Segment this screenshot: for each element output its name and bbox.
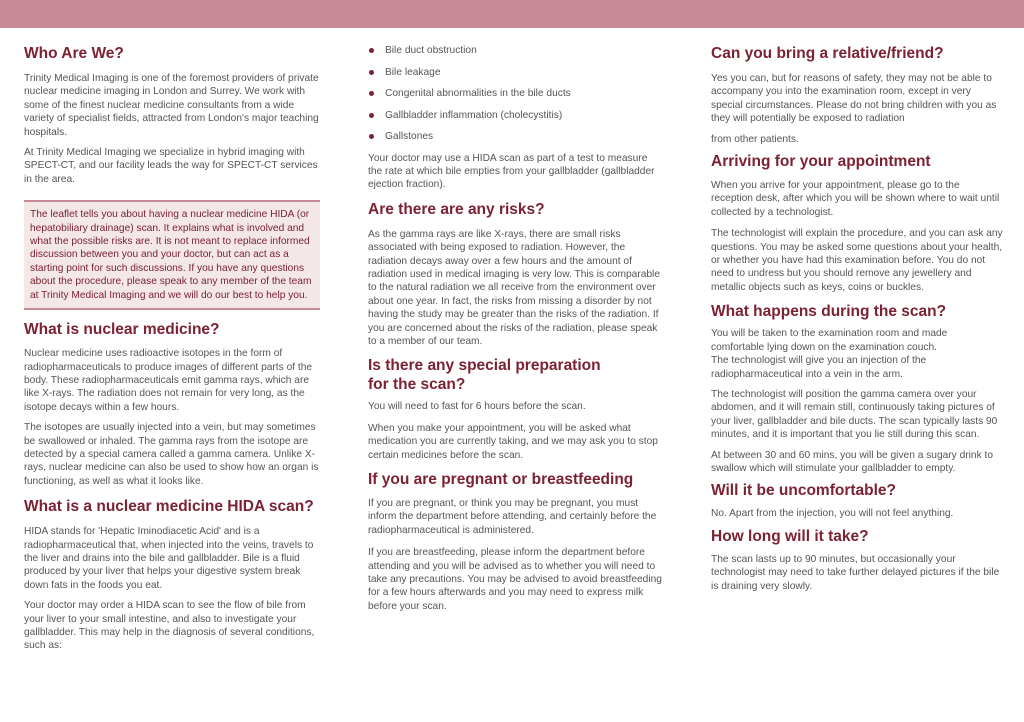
during-scan-paragraph-2: The technologist will position the gamma camera over your abdomen, and it will remain still, continuously taking pictures of your liver, gallbladder and bile ducts. The scan typically lasts 90 minutes, and it is important that you lie still during this scan. xyxy=(711,388,998,441)
bullet-icon xyxy=(369,113,374,118)
relative-paragraph-end: from other patients. xyxy=(711,133,799,145)
during-scan-paragraph-3: At between 30 and 60 mins, you will be given a sugary drink to swallow which will stimulate your gallbladder to empty. xyxy=(711,449,994,474)
conditions-list xyxy=(368,44,664,152)
arriving-heading: Arriving for your appointment xyxy=(711,153,931,171)
who-are-we-heading: Who Are We? xyxy=(24,45,124,62)
nuclear-medicine-paragraph-1: Nuclear medicine uses radioactive isotopes in the form of radiopharmaceuticals to produce images of different parts of the body. These radiopharmaceuticals emit gamma rays, which are like X-rays. The radiation does not remain for very long, as the isotope decays within a few hours. xyxy=(24,348,313,413)
bullet-icon xyxy=(369,91,374,96)
pregnant-paragraph-2: If you are breastfeeding, please inform the department before attending and you will be advised as to whether you will need to take any precautions. You may be advised to avoid breastfeeding for a few hours afterwards and you may need to express milk before your scan. xyxy=(368,547,662,612)
list-item: Gallstones xyxy=(368,130,664,152)
relative-paragraph: Yes you can, but for reasons of safety, they may not be able to accompany you into the examination room, except in very special circumstances. Please do not bring children with you as they will potentially be exposed to radiation xyxy=(711,73,997,125)
column-right xyxy=(711,44,1003,593)
list-item: Bile duct obstruction xyxy=(368,44,664,66)
during-scan-heading: What happens during the scan? xyxy=(711,303,947,321)
arriving-paragraph-1: When you arrive for your appointment, please go to the reception desk, after which you will be shown where to wait until collected by a technologist. xyxy=(711,180,1000,218)
risks-paragraph: As the gamma rays are like X-rays, there are small risks associated with being exposed to radiation. However, the radiation decays away over a few hours and the amount of radiation used in medical imaging is very low. This is comparable to the natural radiation we all receive from the environment over about one year. In fact, the risks from missing a disorder by not having the study may be greater than the risks of the radiation. If you are concerned about the risks of the radiation, please speak to a member of our team. xyxy=(368,228,660,347)
during-scan-paragraph-1a: You will be taken to the examination room and made comfortable lying down on the examination couch. xyxy=(711,328,948,353)
relative-heading: Can you bring a relative/friend? xyxy=(711,45,944,62)
hida-scan-heading: What is a nuclear medicine HIDA scan? xyxy=(24,498,314,516)
risks-heading: Are there are any risks? xyxy=(368,200,545,218)
column-left xyxy=(24,44,320,653)
leaflet-callout-text: The leaflet tells you about having a nuclear medicine HIDA (or hepatobiliary drainage) scan. It explains what is involved and what the possible risks are. It is not meant to replace informed discussion between you and your doctor, but can act as a starting point for such discussions. If you have any questions about the procedure, please speak to any member of the team at Trinity Medical Imaging and we will do our best to help you. xyxy=(30,209,312,301)
nuclear-medicine-heading: What is nuclear medicine? xyxy=(24,321,220,339)
bullet-icon xyxy=(369,48,374,53)
list-item: Bile leakage xyxy=(368,66,664,88)
how-long-heading: How long will it take? xyxy=(711,527,869,545)
uncomfortable-paragraph: No. Apart from the injection, you will not feel anything. xyxy=(711,508,954,520)
preparation-heading-line-1: Is there any special preparation xyxy=(368,357,601,375)
who-are-we-paragraph-2: At Trinity Medical Imaging we specialize in hybrid imaging with SPECT-CT, and our facility leads the way for SPECT-CT services in the area. xyxy=(24,147,318,185)
arriving-paragraph-2: The technologist will explain the procedure, and you can ask any questions. You may be asked some questions about your health, or whether you have had this examination before. You do not need to undress but you should remove any jewellery and metallic objects such as keys, coins or buckles. xyxy=(711,228,1003,293)
during-scan-paragraph-1b: The technologist will give you an injection of the radiopharmaceutical into a vein in the arm. xyxy=(711,355,927,380)
pregnant-heading: If you are pregnant or breastfeeding xyxy=(368,471,634,488)
header-bar xyxy=(0,0,1024,28)
ejection-fraction-paragraph: Your doctor may use a HIDA scan as part of a test to measure the rate at which bile empties from your gallbladder (gallbladder ejection fraction). xyxy=(368,152,655,191)
hida-scan-paragraph-2: Your doctor may order a HIDA scan to see the flow of bile from your liver to your small intestine, and also to investigate your gallbladder. This may help in the diagnosis of several conditions, such as: xyxy=(24,600,315,652)
preparation-heading-line-2: for the scan? xyxy=(368,376,466,394)
leaflet-callout-box xyxy=(24,200,320,310)
preparation-paragraph-2: When you make your appointment, you will be asked what medication you are currently taking, and we may ask you to stop certain medicines before the scan. xyxy=(368,422,658,461)
nuclear-medicine-paragraph-2: The isotopes are usually injected into a vein, but may sometimes be swallowed or inhaled. The gamma rays from the isotope are detected by a special camera called a gamma camera. Unlike X-rays, nuclear medicine can also be used to show how an organ is functioning, as well as what it looks like. xyxy=(24,422,319,487)
list-item: Gallbladder inflammation (cholecystitis) xyxy=(368,109,664,131)
uncomfortable-heading: Will it be uncomfortable? xyxy=(711,482,897,500)
who-are-we-paragraph-1: Trinity Medical Imaging is one of the foremost providers of private nuclear medicine imaging in London and Surrey. We work with some of the finest nuclear medicine consultants from a wide variety of specialist fields, attracted from London's major teaching hospitals. xyxy=(24,73,319,138)
hida-scan-paragraph-1: HIDA stands for 'Hepatic Iminodiacetic Acid' and is a radiopharmaceutical that, when injected into the veins, travels to the liver and drains into the bile and gallbladder. Bile is a fluid produced by your liver that helps your digestive system break down fats in the foods you eat. xyxy=(24,526,314,591)
bullet-icon xyxy=(369,70,374,75)
preparation-paragraph-1: You will need to fast for 6 hours before the scan. xyxy=(368,401,586,413)
pregnant-paragraph-1: If you are pregnant, or think you may be pregnant, you must inform the department before attending, and certainly before the radiopharmaceutical is administered. xyxy=(368,498,657,536)
how-long-paragraph: The scan lasts up to 90 minutes, but occasionally your technologist may need to take further delayed pictures if the bile is draining very slowly. xyxy=(711,553,1000,592)
column-middle xyxy=(368,44,664,613)
bullet-icon xyxy=(369,134,374,139)
list-item: Congenital abnormalities in the bile ducts xyxy=(368,87,664,109)
